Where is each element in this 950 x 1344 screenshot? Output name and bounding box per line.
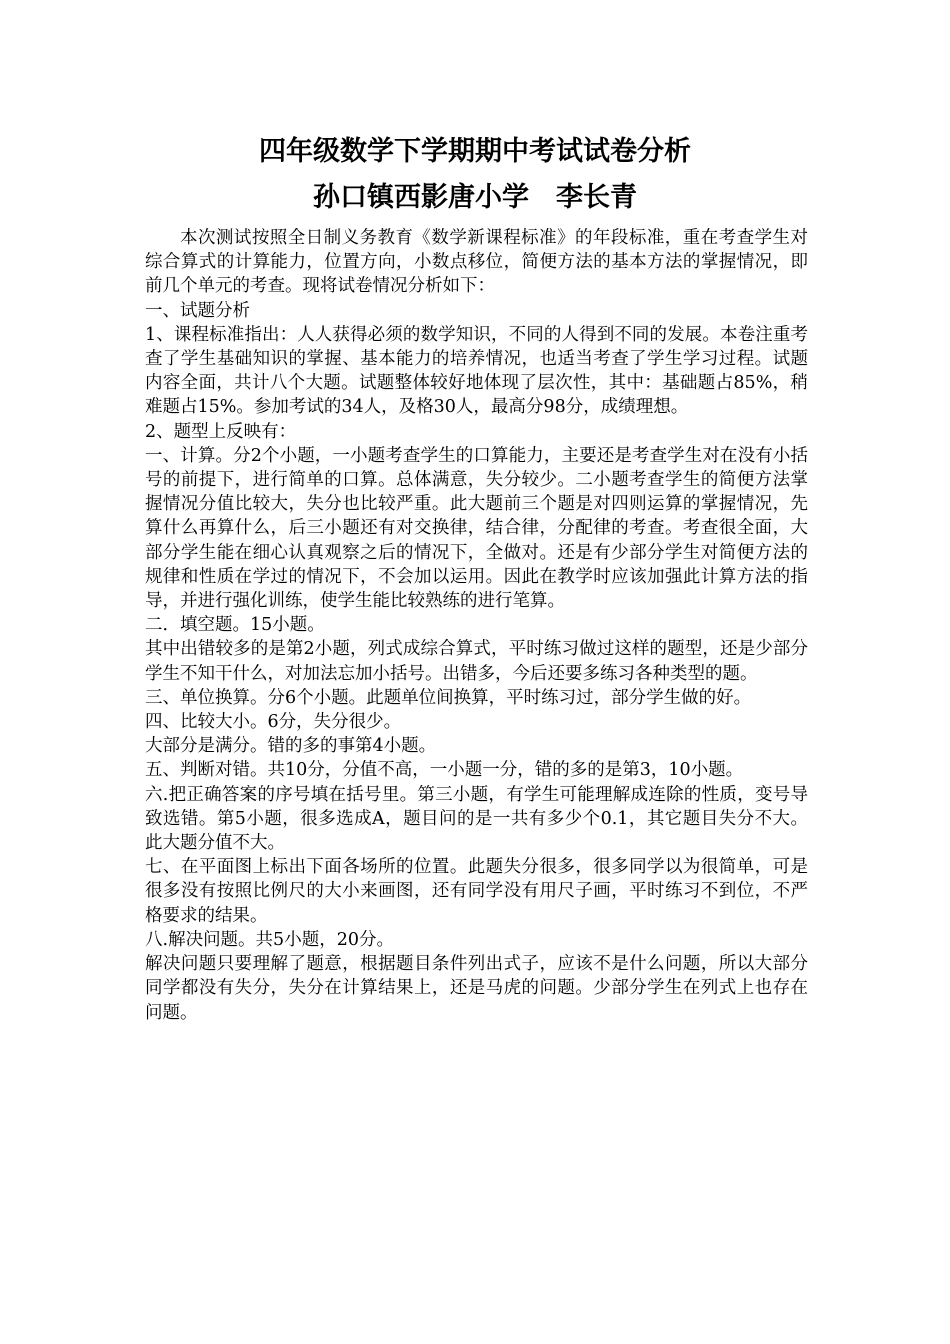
paragraph-problem-solving: 解决问题只要理解了题意，根据题目条件列出式子，应该不是什么问题，所以大部分同学都没有失分，失分在计算结果上，还是马虎的问题。少部分学生在列式上也存在问题。 bbox=[145, 954, 808, 1023]
document-subtitle: 孙口镇西影唐小学 李长青 bbox=[313, 182, 637, 213]
paragraph-question-types-heading: 2、题型上反映有： bbox=[145, 421, 297, 442]
paragraph-fill-in-heading: 二．填空题。15小题。 bbox=[145, 615, 325, 636]
paragraph-problem-solving-heading: 八.解决问题。共5小题，20分。 bbox=[145, 929, 394, 950]
intro-paragraph: 本次测试按照全日制义务教育《数学新课程标准》的年段标准，重在考查学生对综合算式的计算能力，位置方向，小数点移位，简便方法的基本方法的掌握情况，即前几个单元的考查。现将试卷情况分析如下： bbox=[145, 228, 808, 297]
paragraph-true-false: 五、判断对错。共10分，分值不高，一小题一分，错的多的是第3，10小题。 bbox=[145, 760, 744, 781]
section-heading-analysis: 一、试题分析 bbox=[145, 300, 250, 321]
paragraph-multiple-choice: 六.把正确答案的序号填在括号里。第三小题，有学生可能理解成连除的性质，变号导致选错。第5小题，很多选成A，题目问的是一共有多少个0.1，其它题目失分不大。此大题分值不大。 bbox=[145, 784, 808, 854]
paragraph-unit-conversion: 三、单位换算。分6个小题。此题单位间换算，平时练习过，部分学生做的好。 bbox=[145, 687, 752, 708]
paragraph-compare: 大部分是满分。错的多的事第4小题。 bbox=[145, 736, 437, 757]
paragraph-fill-in: 其中出错较多的是第2小题，列式成综合算式，平时练习做过这样的题型，还是少部分学生不知干什么，对加法忘加小括号。出错多，今后还要多练习各种类型的题。 bbox=[145, 639, 808, 684]
paragraph-compare-heading: 四、比较大小。6分，失分很少。 bbox=[145, 712, 402, 733]
document-title: 四年级数学下学期期中考试试卷分析 bbox=[259, 136, 691, 167]
paragraph-curriculum-standard: 1、课程标准指出：人人获得必须的数学知识，不同的人得到不同的发展。本卷注重考查了学生基础知识的掌握、基本能力的培养情况，也适当考查了学生学习过程。试题内容全面，共计八个大题。试题整体较好地体现了层次性，其中：基础题占85%，稍难题占15%。参加考试的34人，及格30人，最高分98分，成绩理想。 bbox=[145, 324, 808, 418]
paragraph-calculation: 一、计算。分2个小题，一小题考查学生的口算能力，主要还是考查学生对在没有小括号的前提下，进行简单的口算。总体满意，失分较少。二小题考查学生的简便方法掌握情况分值比较大，失分也比较严重。此大题前三个题是对四则运算的掌握情况，先算什么再算什么，后三小题还有对交换律，结合律，分配律的考查。考查很全面，大部分学生能在细心认真观察之后的情况下，全做对。还是有少部分学生对简便方法的规律和性质在学过的情况下，不会加以运用。因此在教学时应该加强此计算方法的指导，并进行强化训练，使学生能比较熟练的进行笔算。 bbox=[145, 445, 808, 612]
paragraph-map-positions: 七、在平面图上标出下面各场所的位置。此题失分很多，很多同学以为很简单，可是很多没有按照比例尺的大小来画图，还有同学没有用尺子画，平时练习不到位，不严格要求的结果。 bbox=[145, 857, 808, 926]
document-body bbox=[145, 226, 808, 1025]
